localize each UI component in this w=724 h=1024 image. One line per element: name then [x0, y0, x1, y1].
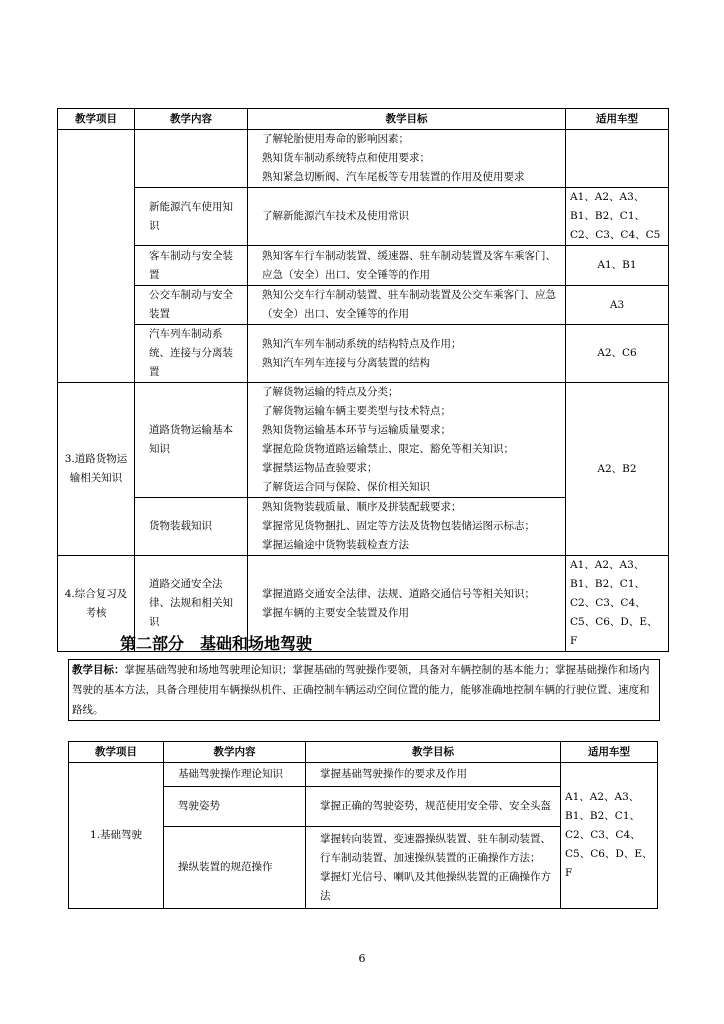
project-cell: 1.基础驾驶 [69, 763, 164, 909]
header-goal: 教学目标 [306, 742, 561, 763]
teaching-goal-box [68, 659, 660, 721]
goal-line: 熟知货车制动系统特点和使用要求； [262, 152, 430, 164]
project-cell-continued [58, 130, 135, 383]
goal-line: 了解货物运输的特点及分类； [262, 386, 399, 398]
content-cell-continued [135, 130, 248, 188]
header-vehicles: 适用车型 [561, 742, 658, 763]
header-content: 教学内容 [164, 742, 306, 763]
vehicles-cell: A1、A2、A3、B1、B2、C1、C2、C3、C4、C5、C6、D、E、F [566, 556, 669, 652]
goal-line: 了解货物运输车辆主要类型与技术特点； [262, 405, 451, 417]
content-cell: 新能源汽车使用知识 [135, 188, 248, 246]
content-cell: 客车制动与安全装置 [135, 246, 248, 286]
goal-label: 教学目标： [72, 664, 125, 676]
goal-line: 掌握运输途中货物装载检查方法 [262, 539, 409, 551]
goal-line: 了解货运合同与保险、保价相关知识 [262, 481, 430, 493]
goal-line: 掌握危险货物道路运输禁止、限定、豁免等相关知识； [262, 443, 514, 455]
table-header-row [58, 109, 669, 130]
content-cell: 货物装载知识 [135, 498, 248, 556]
goal-cell [248, 498, 566, 556]
goal-cell [248, 383, 566, 498]
table-row [58, 286, 669, 325]
header-vehicles: 适用车型 [566, 109, 669, 130]
vehicles-cell: A1、A2、A3、B1、B2、C1、C2、C3、C4、C5、C6、D、E、F [561, 763, 658, 909]
table-row [58, 130, 669, 188]
content-cell: 操纵装置的规范操作 [164, 827, 306, 909]
goal-line: 掌握道路交通安全法律、法规、道路交通信号等相关知识； [262, 587, 535, 600]
table-row [58, 383, 669, 498]
project-cell: 3.道路货物运输相关知识 [58, 383, 135, 556]
goal-cell: 掌握基础驾驶操作的要求及作用 [306, 763, 561, 787]
goal-cell [248, 130, 566, 188]
goal-line: 掌握禁运物品查验要求； [262, 462, 378, 474]
section-title: 第二部分 基础和场地驾驶 [120, 634, 313, 653]
goal-line: 熟知货物装载质量、顺序及拼装配载要求； [262, 501, 462, 513]
goal-line: 熟知汽车列车连接与分离装置的结构 [262, 356, 430, 369]
vehicles-cell: A2、B2 [566, 383, 669, 556]
page-number: 6 [358, 952, 366, 965]
content-cell: 汽车列车制动系统、连接与分离装置 [135, 325, 248, 383]
project-cell: 4.综合复习及考核 [58, 556, 135, 652]
goal-cell [248, 325, 566, 383]
header-content: 教学内容 [135, 109, 248, 130]
header-project: 教学项目 [69, 742, 164, 763]
table-header-row [69, 742, 658, 763]
vehicles-cell: A3 [566, 286, 669, 325]
goal-line: 掌握转向装置、变速器操纵装置、驻车制动装置、行车制动装置、加速操纵装置的正确操作方法； [320, 832, 551, 864]
goal-line: 熟知汽车列车制动系统的结构特点及作用； [262, 337, 462, 350]
goal-line: 了解轮胎使用寿命的影响因素； [262, 133, 409, 145]
goal-cell: 熟知客车行车制动装置、缓速器、驻车制动装置及客车乘客门、应急（安全）出口、安全锤等的作用 [248, 246, 566, 286]
table-row [69, 763, 658, 787]
table-row [58, 246, 669, 286]
vehicles-cell-continued [566, 130, 669, 188]
goal-line: 熟知货物运输基本环节与运输质量要求； [262, 424, 451, 436]
goal-cell: 熟知公交车行车制动装置、驻车制动装置及公交车乘客门、应急（安全）出口、安全锤等的作用 [248, 286, 566, 325]
goal-line: 熟知紧急切断阀、汽车尾板等专用装置的作用及使用要求 [262, 171, 525, 183]
goal-cell: 了解新能源汽车技术及使用常识 [248, 188, 566, 246]
content-cell: 驾驶姿势 [164, 787, 306, 827]
vehicles-cell: A1、B1 [566, 246, 669, 286]
table-row [58, 325, 669, 383]
vehicles-cell: A2、C6 [566, 325, 669, 383]
content-cell: 道路交通安全法律、法规和相关知识 [135, 556, 248, 652]
teaching-table-part1 [57, 108, 669, 652]
goal-text: 掌握基础驾驶和场地驾驶理论知识；掌握基础的驾驶操作要领，具备对车辆控制的基本能力；掌握基础操作和场内驾驶的基本方法，具备合理使用车辆操纵机件、正确控制车辆运动空间位置的能力，能够准确地控制车辆的行驶位置、速度和路线。 [72, 664, 650, 716]
vehicles-cell: A1、A2、A3、B1、B2、C1、C2、C3、C4、C5 [566, 188, 669, 246]
header-goal: 教学目标 [248, 109, 566, 130]
goal-line: 掌握常见货物捆扎、固定等方法及货物包装储运图示标志； [262, 520, 535, 532]
goal-cell [306, 827, 561, 909]
goal-cell: 掌握正确的驾驶姿势，规范使用安全带、安全头盔 [306, 787, 561, 827]
goal-line: 掌握灯光信号、喇叭及其他操纵装置的正确操作方法 [320, 870, 551, 902]
table-row [58, 188, 669, 246]
content-cell: 公交车制动与安全装置 [135, 286, 248, 325]
content-cell: 道路货物运输基本知识 [135, 383, 248, 498]
goal-line: 掌握车辆的主要安全装置及作用 [262, 606, 409, 619]
teaching-table-part2 [68, 741, 658, 909]
header-project: 教学项目 [58, 109, 135, 130]
content-cell: 基础驾驶操作理论知识 [164, 763, 306, 787]
